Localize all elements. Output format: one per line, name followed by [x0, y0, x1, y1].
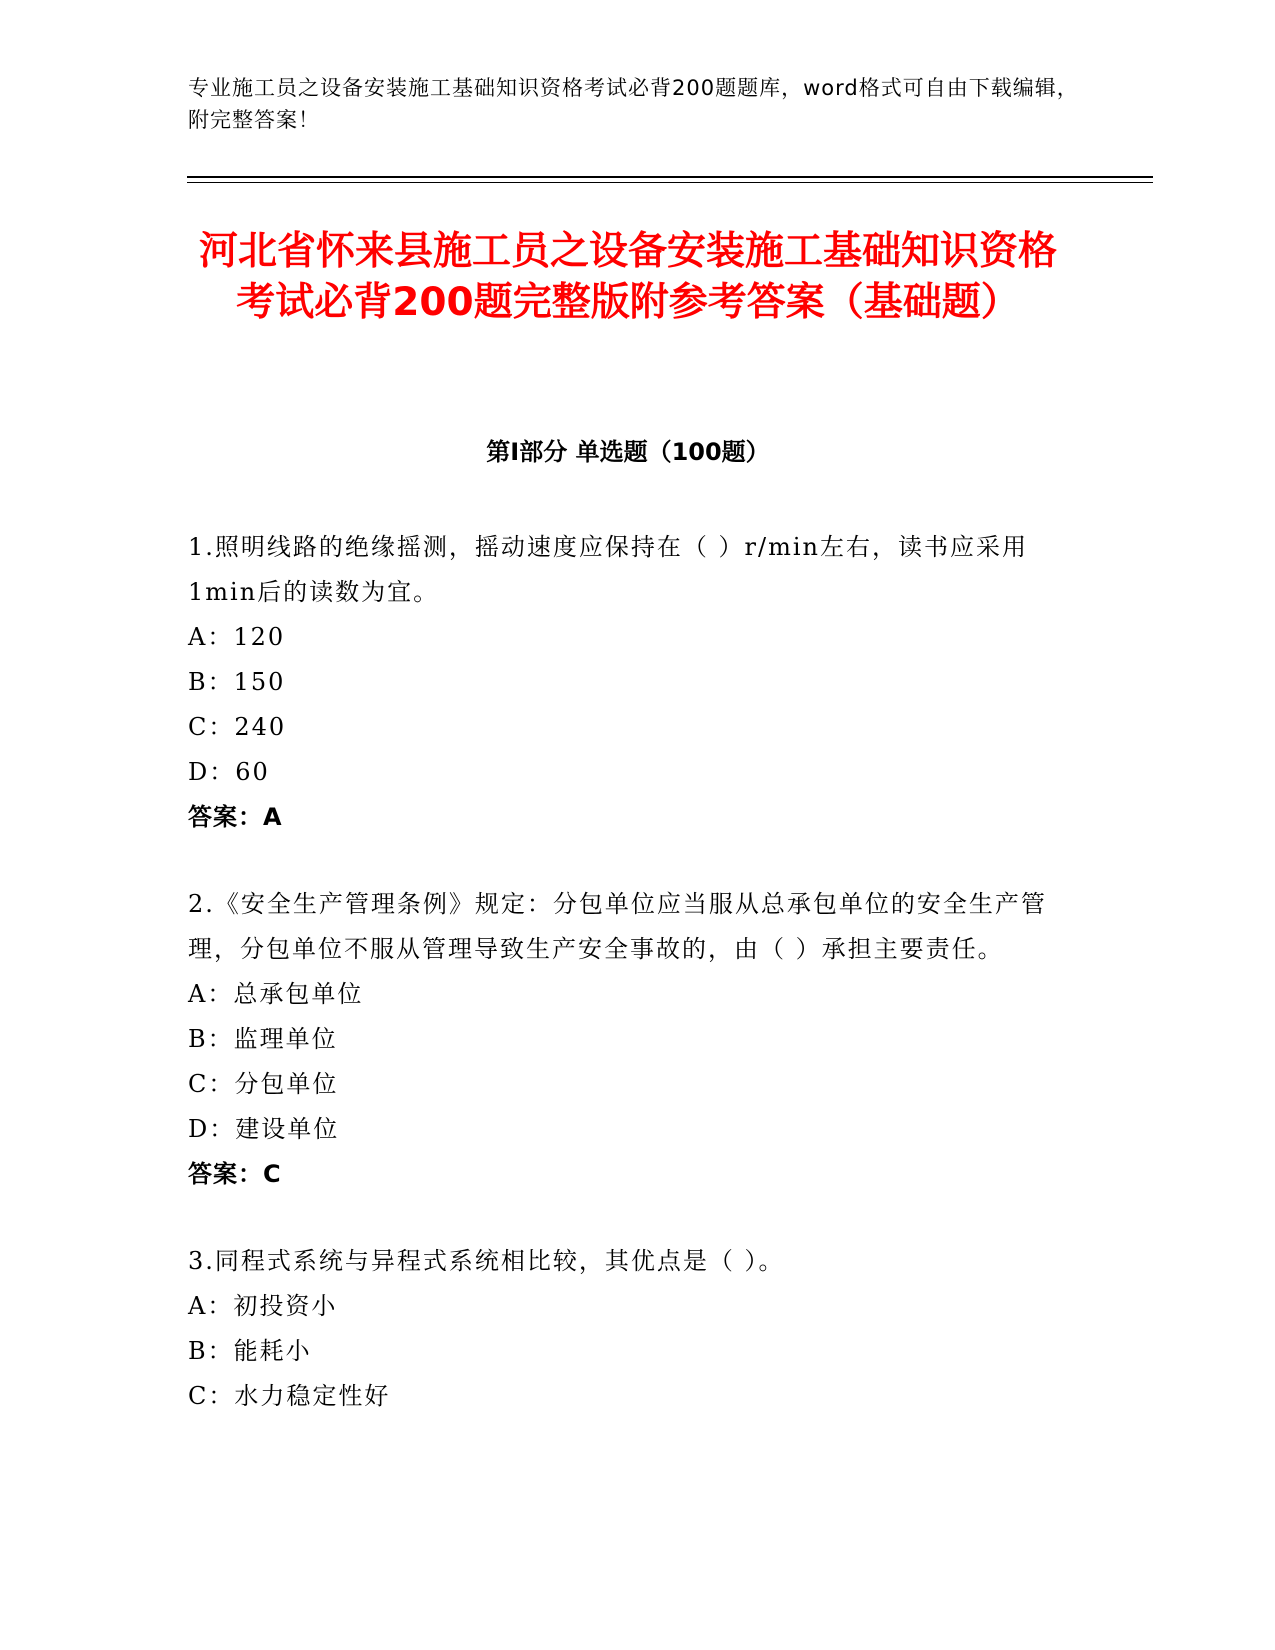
- option-a: A：初投资小: [188, 1292, 338, 1320]
- option-c: C：水力稳定性好: [188, 1382, 391, 1410]
- answer: 答案：A: [188, 803, 283, 831]
- option-a: A：总承包单位: [188, 980, 364, 1008]
- option-d: D：建设单位: [188, 1115, 340, 1143]
- document-title: 河北省怀来县施工员之设备安装施工基础知识资格考试必背200题完整版附参考答案（基础题）: [198, 229, 1057, 325]
- question-2: [188, 882, 1068, 1197]
- option-c: C：240: [188, 713, 287, 741]
- question-stem: 3.同程式系统与异程式系统相比较，其优点是（ ）。: [188, 1247, 785, 1275]
- header-divider-thin: [187, 182, 1153, 183]
- section-heading: 第I部分 单选题（100题）: [486, 438, 770, 466]
- question-list: [188, 525, 1068, 1461]
- option-a: A：120: [188, 623, 286, 651]
- question-1: [188, 525, 1068, 840]
- question-3: [188, 1239, 1068, 1419]
- option-b: B：能耗小: [188, 1337, 312, 1365]
- question-stem: 1.照明线路的绝缘摇测，摇动速度应保持在（ ）r/min左右，读书应采用1min后的读数为宜。: [188, 533, 1028, 606]
- question-stem: 2.《安全生产管理条例》规定：分包单位应当服从总承包单位的安全生产管理，分包单位不服从管理导致生产安全事故的，由（ ）承担主要责任。: [188, 890, 1047, 963]
- answer: 答案：C: [188, 1160, 282, 1188]
- option-b: B：150: [188, 668, 286, 696]
- option-c: C：分包单位: [188, 1070, 339, 1098]
- option-d: D：60: [188, 758, 270, 786]
- header-note: 专业施工员之设备安装施工基础知识资格考试必背200题题库，word格式可自由下载编辑，附完整答案！: [188, 76, 1079, 132]
- option-b: B：监理单位: [188, 1025, 338, 1053]
- header-divider-thick: [187, 176, 1153, 178]
